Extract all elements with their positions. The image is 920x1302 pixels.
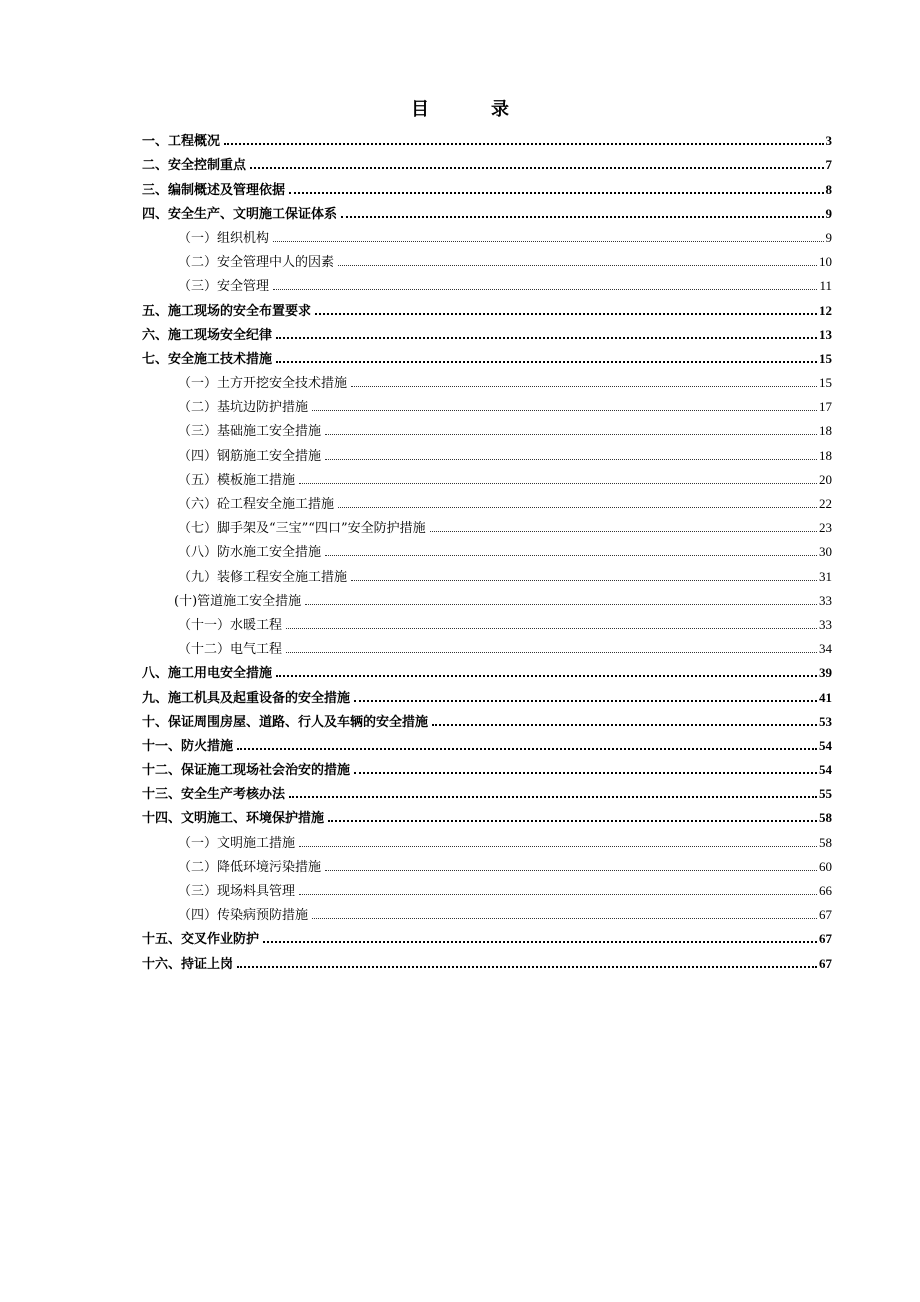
toc-entry-page-number: 39 bbox=[819, 665, 832, 681]
table-of-contents bbox=[142, 128, 832, 975]
toc-entry-page-number: 67 bbox=[819, 931, 832, 947]
toc-entry-label: 九、施工机具及起重设备的安全措施 bbox=[142, 690, 351, 706]
toc-entry-page-number: 22 bbox=[819, 496, 832, 511]
toc-entry-section[interactable] bbox=[142, 926, 832, 950]
toc-entry-label: （六）砼工程安全施工措施 bbox=[178, 497, 335, 512]
toc-dot-leader bbox=[338, 265, 817, 266]
toc-entry-label: （四）传染病预防措施 bbox=[178, 908, 309, 924]
toc-entry-label: （三）安全管理 bbox=[178, 279, 270, 295]
toc-entry-label: （十二）电气工程 bbox=[178, 642, 283, 658]
toc-entry-label: 七、安全施工技术措施 bbox=[142, 351, 273, 367]
toc-entry-page-number: 54 bbox=[819, 762, 832, 778]
toc-entry-page-number: 7 bbox=[825, 157, 832, 173]
toc-entry-subsection[interactable] bbox=[142, 829, 832, 853]
toc-dot-leader bbox=[341, 216, 823, 218]
toc-entry-label: （八）防水施工安全措施 bbox=[178, 545, 322, 561]
toc-entry-label: （二）基坑边防护措施 bbox=[178, 400, 309, 416]
toc-dot-leader bbox=[312, 410, 817, 411]
toc-entry-page-number: 67 bbox=[819, 955, 832, 971]
toc-entry-page-number: 33 bbox=[819, 616, 832, 632]
toc-entry-label: 八、施工用电安全措施 bbox=[142, 666, 273, 682]
toc-entry-label: （五）模板施工措施 bbox=[178, 472, 296, 488]
toc-entry-page-number: 33 bbox=[819, 592, 832, 608]
toc-entry-subsection[interactable] bbox=[142, 878, 832, 902]
toc-entry-subsection[interactable] bbox=[142, 273, 832, 297]
toc-entry-subsection[interactable] bbox=[142, 370, 832, 394]
toc-dot-leader bbox=[273, 241, 823, 242]
toc-entry-page-number: 34 bbox=[819, 641, 832, 657]
toc-entry-section[interactable] bbox=[142, 176, 832, 200]
toc-entry-page-number: 58 bbox=[819, 810, 832, 826]
toc-entry-subsection[interactable] bbox=[142, 612, 832, 636]
toc-entry-label: 二、安全控制重点 bbox=[142, 158, 247, 174]
toc-entry-subsection[interactable] bbox=[142, 467, 832, 491]
toc-entry-section[interactable] bbox=[142, 297, 832, 321]
toc-entry-label: （一）文明施工措施 bbox=[178, 835, 296, 851]
toc-dot-leader bbox=[325, 870, 817, 871]
toc-entry-page-number: 8 bbox=[825, 181, 832, 197]
toc-entry-page-number: 9 bbox=[825, 205, 832, 221]
toc-entry-section[interactable] bbox=[142, 950, 832, 974]
toc-entry-label: 三、编制概述及管理依据 bbox=[142, 182, 286, 198]
toc-entry-label: （二）降低环境污染措施 bbox=[178, 859, 322, 875]
toc-title: 目录 bbox=[411, 99, 571, 120]
toc-entry-subsection[interactable] bbox=[142, 515, 832, 539]
toc-entry-label: (十)管道施工安全措施 bbox=[174, 593, 302, 609]
toc-entry-section[interactable] bbox=[142, 322, 832, 346]
toc-dot-leader bbox=[351, 580, 817, 581]
toc-dot-leader bbox=[299, 894, 817, 895]
toc-entry-page-number: 41 bbox=[819, 689, 832, 705]
toc-dot-leader bbox=[430, 531, 817, 532]
toc-entry-section[interactable] bbox=[142, 684, 832, 708]
toc-entry-page-number: 20 bbox=[819, 471, 832, 487]
toc-dot-leader bbox=[289, 192, 823, 194]
toc-entry-label: 六、施工现场安全纪律 bbox=[142, 327, 273, 343]
toc-entry-label: （三）现场料具管理 bbox=[178, 884, 296, 899]
toc-entry-page-number: 54 bbox=[819, 737, 832, 753]
toc-entry-subsection[interactable] bbox=[142, 588, 832, 612]
toc-dot-leader bbox=[224, 143, 823, 145]
toc-entry-page-number: 18 bbox=[819, 423, 832, 439]
toc-entry-page-number: 11 bbox=[819, 278, 832, 294]
toc-entry-subsection[interactable] bbox=[142, 491, 832, 515]
toc-entry-label: （一）土方开挖安全技术措施 bbox=[178, 376, 348, 392]
toc-dot-leader bbox=[276, 337, 817, 339]
toc-entry-label: 十三、安全生产考核办法 bbox=[142, 787, 286, 803]
toc-entry-page-number: 9 bbox=[825, 229, 832, 245]
toc-dot-leader bbox=[286, 652, 817, 653]
toc-dot-leader bbox=[325, 555, 817, 556]
toc-dot-leader bbox=[338, 507, 817, 508]
toc-dot-leader bbox=[312, 918, 817, 919]
toc-entry-page-number: 31 bbox=[819, 568, 832, 584]
toc-dot-leader bbox=[276, 675, 817, 677]
toc-entry-section[interactable] bbox=[142, 201, 832, 225]
toc-entry-label: 五、施工现场的安全布置要求 bbox=[142, 303, 312, 319]
toc-dot-leader bbox=[354, 700, 817, 702]
toc-entry-subsection[interactable] bbox=[142, 418, 832, 442]
toc-entry-label: 四、安全生产、文明施工保证体系 bbox=[142, 206, 338, 222]
toc-entry-section[interactable] bbox=[142, 757, 832, 781]
toc-entry-section[interactable] bbox=[142, 709, 832, 733]
toc-entry-label: 十二、保证施工现场社会治安的措施 bbox=[142, 763, 351, 779]
toc-dot-leader bbox=[325, 459, 817, 460]
toc-dot-leader bbox=[328, 820, 817, 822]
toc-entry-page-number: 10 bbox=[819, 254, 832, 270]
toc-dot-leader bbox=[432, 724, 817, 726]
toc-dot-leader bbox=[286, 628, 817, 629]
toc-entry-page-number: 13 bbox=[819, 326, 832, 342]
toc-entry-page-number: 58 bbox=[819, 834, 832, 850]
toc-entry-page-number: 66 bbox=[819, 883, 832, 898]
toc-entry-section[interactable] bbox=[142, 733, 832, 757]
toc-entry-label: （四）钢筋施工安全措施 bbox=[178, 448, 322, 464]
toc-entry-subsection[interactable] bbox=[142, 563, 832, 587]
toc-dot-leader bbox=[305, 604, 817, 605]
toc-entry-subsection[interactable] bbox=[142, 249, 832, 273]
toc-dot-leader bbox=[299, 846, 817, 847]
toc-dot-leader bbox=[273, 289, 817, 290]
toc-dot-leader bbox=[351, 386, 817, 387]
toc-dot-leader bbox=[250, 167, 823, 169]
toc-entry-label: 十四、文明施工、环境保护措施 bbox=[142, 811, 325, 827]
toc-entry-subsection[interactable] bbox=[142, 225, 832, 249]
toc-entry-label: 十、保证周围房屋、道路、行人及车辆的安全措施 bbox=[142, 714, 429, 730]
toc-dot-leader bbox=[237, 748, 817, 750]
toc-entry-page-number: 53 bbox=[819, 713, 832, 729]
toc-entry-page-number: 12 bbox=[819, 302, 832, 318]
toc-entry-page-number: 3 bbox=[825, 133, 832, 149]
toc-entry-page-number: 15 bbox=[819, 350, 832, 366]
toc-dot-leader bbox=[299, 483, 817, 484]
toc-entry-label: 十一、防火措施 bbox=[142, 738, 234, 754]
toc-entry-section[interactable] bbox=[142, 128, 832, 152]
toc-entry-subsection[interactable] bbox=[142, 442, 832, 466]
toc-entry-subsection[interactable] bbox=[142, 394, 832, 418]
toc-entry-label: （七）脚手架及“三宝”“四口”安全防护措施 bbox=[178, 521, 426, 537]
toc-entry-subsection[interactable] bbox=[142, 902, 832, 926]
toc-entry-label: 一、工程概况 bbox=[142, 134, 221, 150]
toc-entry-label: （十一）水暖工程 bbox=[178, 617, 283, 633]
toc-dot-leader bbox=[325, 434, 817, 435]
toc-entry-section[interactable] bbox=[142, 346, 832, 370]
toc-entry-label: （九）装修工程安全施工措施 bbox=[178, 569, 348, 585]
toc-entry-subsection[interactable] bbox=[142, 854, 832, 878]
toc-entry-label: （二）安全管理中人的因素 bbox=[178, 255, 335, 271]
toc-entry-page-number: 18 bbox=[819, 447, 832, 463]
toc-entry-section[interactable] bbox=[142, 152, 832, 176]
toc-entry-section[interactable] bbox=[142, 805, 832, 829]
toc-entry-label: 十五、交叉作业防护 bbox=[142, 932, 260, 948]
toc-entry-page-number: 60 bbox=[819, 858, 832, 874]
toc-entry-page-number: 17 bbox=[819, 399, 832, 415]
toc-entry-page-number: 30 bbox=[819, 544, 832, 560]
toc-entry-page-number: 23 bbox=[819, 520, 832, 536]
toc-entry-label: 十六、持证上岗 bbox=[142, 956, 234, 972]
toc-dot-leader bbox=[263, 941, 817, 943]
toc-entry-page-number: 15 bbox=[819, 375, 832, 391]
toc-dot-leader bbox=[237, 966, 817, 968]
toc-dot-leader bbox=[354, 772, 817, 774]
toc-dot-leader bbox=[276, 361, 817, 363]
toc-entry-page-number: 55 bbox=[819, 786, 832, 802]
toc-entry-section[interactable] bbox=[142, 781, 832, 805]
toc-entry-subsection[interactable] bbox=[142, 636, 832, 660]
toc-entry-subsection[interactable] bbox=[142, 539, 832, 563]
toc-dot-leader bbox=[315, 313, 817, 315]
toc-entry-page-number: 67 bbox=[819, 907, 832, 923]
toc-entry-section[interactable] bbox=[142, 660, 832, 684]
toc-entry-label: （三）基础施工安全措施 bbox=[178, 424, 322, 440]
toc-entry-label: （一）组织机构 bbox=[178, 230, 270, 246]
toc-dot-leader bbox=[289, 796, 817, 798]
